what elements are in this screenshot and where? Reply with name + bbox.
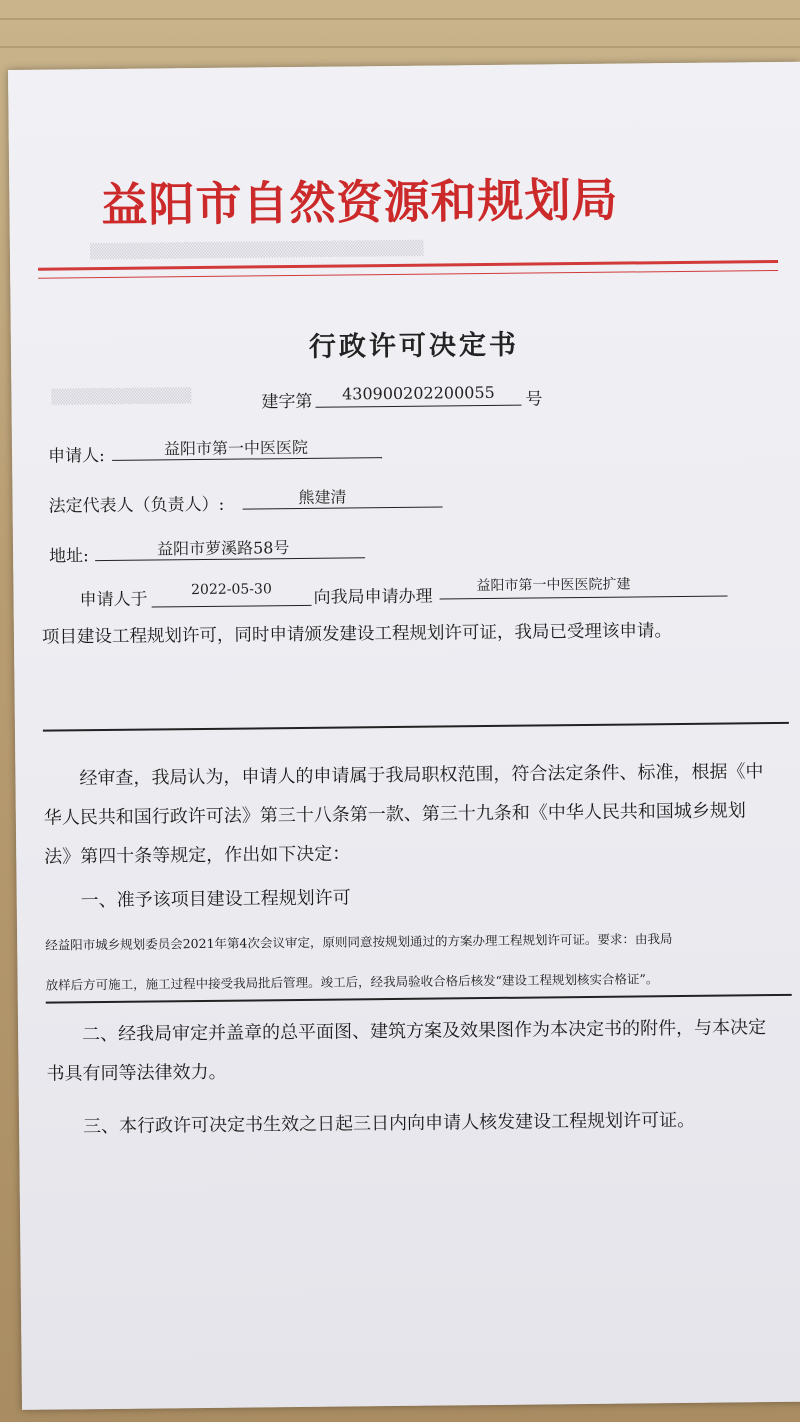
bleed-through-text: ▒▒▒▒▒▒▒▒▒▒▒▒▒ xyxy=(51,388,192,406)
blank-fill-rule xyxy=(43,722,789,731)
applicant-value: 益阳市第一中医医院 xyxy=(112,434,382,461)
document-page xyxy=(8,62,800,1410)
document-title: 行政许可决定书 xyxy=(308,329,520,363)
decision-1-detail-1: 经益阳市城乡规划委员会2021年第4次会议审定，原则同意按规划通过的方案办理工程规划许可证。要求：由我局 xyxy=(45,931,673,953)
permit-prefix: 建字第 xyxy=(261,391,313,413)
bleed-through-text: ▒▒▒▒▒▒▒▒▒▒▒▒▒▒▒▒▒▒▒▒▒▒▒▒▒▒▒▒▒▒▒ xyxy=(89,240,424,261)
applicant-label: 申请人: xyxy=(47,446,105,467)
review-line-1: 经审查，我局认为，申请人的申请属于我局职权范围，符合法定条件、标准，根据《中 xyxy=(79,761,764,790)
decision-2-line-1: 二、经我局审定并盖章的总平面图、建筑方案及效果图作为本决定书的附件，与本决定 xyxy=(81,1017,767,1046)
decision-3-line-1: 三、本行政许可决定书生效之日起三日内向申请人核发建设工程规划许可证。 xyxy=(82,1109,696,1138)
red-header-rule-thin xyxy=(38,270,778,279)
application-date: 2022-05-30 xyxy=(151,581,311,608)
permit-suffix: 号 xyxy=(525,389,543,410)
application-text: 项目建设工程规划许可，同时申请颁发建设工程规划许可证，我局已受理该申请。 xyxy=(41,621,673,648)
review-line-3: 法》第四十条等规定，作出如下决定： xyxy=(44,843,351,868)
wood-grain xyxy=(0,46,800,48)
project-name: 益阳市第一中医医院扩建 xyxy=(439,572,727,599)
decision-1-heading: 一、准予该项目建设工程规划许可 xyxy=(80,887,351,912)
review-line-2: 华人民共和国行政许可法》第三十八条第一款、第三十九条和《中华人民共和国城乡规划 xyxy=(43,800,746,829)
red-header-rule xyxy=(38,260,778,271)
legal-rep-label: 法定代表人（负责人）: xyxy=(48,494,225,517)
wood-grain xyxy=(0,18,800,20)
address-value: 益阳市萝溪路58号 xyxy=(95,534,365,561)
application-lead: 申请人于 xyxy=(79,589,148,611)
decision-1-detail-2: 放样后方可施工，施工过程中接受我局批后管理。竣工后，经我局验收合格后核发“建设工程规划核实合格证”。 xyxy=(45,971,659,993)
legal-rep-value: 熊建清 xyxy=(242,483,442,509)
decision-1-rule xyxy=(46,994,792,1003)
decision-2-line-2: 书具有同等法律效力。 xyxy=(46,1061,227,1085)
application-mid: 向我局申请办理 xyxy=(313,586,433,608)
permit-number: 430900202200055 xyxy=(315,383,521,408)
agency-header: 益阳市自然资源和规划局 xyxy=(101,172,619,233)
address-label: 地址: xyxy=(48,546,89,567)
